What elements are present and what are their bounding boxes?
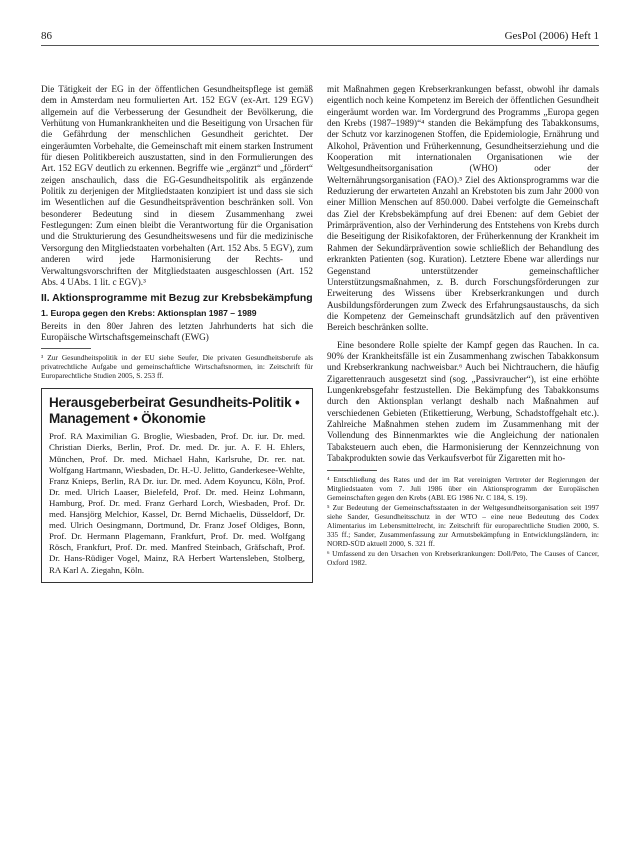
body-paragraph: mit Maßnahmen gegen Krebserkrankungen befasst, obwohl ihr damals eigentlich noch keine Kompetenz im Bereich der öffentlichen Gesundheit eingeräumt worden war. Im Vordergrund des Programms „Europa gegen den Krebs (1987–1989)“⁴ standen die Bekämpfung des Tabakkonsums, der Schutz vor karzinogenen Stoffen, die Epidemiologie, Ernährung und Alkohol, Prävention und Früherkennung, Gesundheitserziehung und die Kooperation mit internationalen Organisationen wie der Weltgesundheitsorganisation (WHO) oder der Welternährungsorganisation (FAO).⁵ Ziel des Aktionsprogramms war die Reduzierung der erwarteten Anzahl an Krebstoten bis zum Jahr 2000 von einer Million Menschen auf 850.000. Dabei verfolgte die Gemeinschaft das Ziel der Krebsbekämpfung auf drei Ebenen: auf dem Gebiet der Primärprävention, also der Verhinderung des Entstehens von Krebs durch die Beseitigung der Risikofaktoren, der Früherkennung der Krankheit im Rahmen der Sekundärprävention sowie schließlich der Behandlung des erkrankten Patienten (sog. Kuration). Letztere Ebene war allerdings nur Gegenstand unterstützender gemeinschaftlicher Unterstützungsmaßnahmen, z. B. durch Forschungsförderungen zur Erweiterung des Wissens über Krebserkrankungen und durch Ausbildungsförderungen zum Zweck des Erfahrungsaustauschs, da sich die Kompetenz der Gemeinschaft grundsätzlich auf den präventiven Bereich beschränken sollte.: [327, 84, 599, 333]
footnote: ⁵ Zur Bedeutung der Gemeinschaftsstaaten in der Weltgesundheitsorganisation seit 1997 siehe Sander, Gesundheitsschutz in der WTO – eine neue Bedeutung des Codex Alimentarius im Lebensmittelrecht, in: Zeitschrift für europarechtliche Studien 2000, S. 335 ff.; Sander, Zusammenfassung zur Armutsbekämpfung in Entwicklungsländern, in: NORD-SÜD aktuell 2000, S. 321 ff.: [327, 503, 599, 549]
editorial-board-box: [41, 388, 313, 582]
section-heading: II. Aktionsprogramme mit Bezug zur Krebsbekämpfung: [41, 293, 313, 305]
body-paragraph: Die Tätigkeit der EG in der öffentlichen Gesundheitspflege ist gemäß dem in Amsterdam neu formulierten Art. 152 EGV (ex-Art. 129 EGV) allgemein auf die Verbesserung der Gesundheit der Bevölkerung, die Verhütung von Humankrankheiten und die Beseitigung von Ursachen für die Gefährdung der menschlichen Gesundheit gerichtet. Der eingeräumten Vorbehalte, die Gemeinschaft mit einem starken Instrument für diesen Politikbereich auszustatten, sind in den Formulierungen des Art. 152 EGV deutlich zu erkennen. Begriffe wie „ergänzt“ und „fördert“ zeigen anschaulich, dass die EG-Gesundheitspolitik als ergänzende Politik zu derjenigen der Mitgliedstaaten konzipiert ist und dass sie sich im Wesentlichen auf die Gesundheitsprävention beschränken soll. Von besonderer Bedeutung sind in diesem Zusammenhang zwei Festlegungen: Zum einen bleibt die Verantwortung für die Organisation und die Strukturierung des Gesundheitswesens und für die medizinische Versorgung den Mitgliedstaaten vorbehalten (Art. 152 Abs. 5 EGV), zum anderen wird jede Harmonisierung der Rechts- und Verwaltungsvorschriften der Mitgliedstaaten ausgeschlossen (Art. 152 Abs. 4 UAbs. 1 lit. c EGV).³: [41, 84, 313, 287]
right-column: [327, 84, 599, 568]
footnote: ⁴ Entschließung des Rates und der im Rat vereinigten Vertreter der Regierungen der Mitgliedstaaten vom 7. Juli 1986 über ein Aktionsprogramm der Europäischen Gemeinschaften gegen den Krebs (ABl. EG 1986 Nr. C 184, S. 19).: [327, 475, 599, 503]
editorial-board-members: Prof. RA Maximilian G. Broglie, Wiesbaden, Prof. Dr. iur. Dr. med. Christian Dierks, Berlin, Prof. Dr. med. Dr. jur. A. F. H. Ehlers, München, Prof. Dr. med. Michael Hahn, Karlsruhe, Dr. rer. nat. Wolfgang Hartmann, Wiesbaden, Dr. H.-U. Jelitto, Ganderkesee-Wehlte, Franz Knieps, Berlin, RA Dr. iur. Dr. med. Adem Koyuncu, Köln, Prof. Dr. med. Ulrich Laaser, Bielefeld, Prof. Dr. med. Heinz Lohmann, Hamburg, Prof. Dr. med. Franz Gerhard Lorch, Wiesbaden, Prof. Dr. med. Hansjörg Melchior, Kassel, Dr. Bernd Michaelis, Düsseldorf, Dr. med. Ulrich Oesingmann, Dortmund, Dr. Franz Josef Oldiges, Bonn, Prof. Dr. Hermann Plagemann, Frankfurt, Prof. Dr. med. Wolfgang Rösch, Frankfurt, Prof. Dr. med. Manfred Steinbach, Gräfschaft, Prof. Dr. Hans-Rüdiger Vogel, Mainz, RA Herbert Wartensleben, Stolberg, RA Karl A. Ziegahn, Köln.: [49, 431, 305, 575]
header-rule: [41, 45, 599, 46]
footnote-rule: [41, 348, 91, 349]
subsection-heading: 1. Europa gegen den Krebs: Aktionsplan 1987 – 1989: [41, 308, 257, 319]
editorial-board-title: Herausgeberbeirat Gesundheits-Politik • Management • Ökonomie: [49, 395, 300, 427]
footnote: ⁶ Umfassend zu den Ursachen von Krebserkrankungen: Doll/Peto, The Causes of Cancer, Oxford 1982.: [327, 549, 599, 568]
left-column: [41, 84, 313, 583]
body-paragraph: Eine besondere Rolle spielte der Kampf gegen das Rauchen. In ca. 90% der Krankheitsfälle ist ein Zusammenhang zwischen Tabakkonsum und Krebserkrankung nachweisbar.⁶ Auch bei Nichtrauchern, die häufig Zigarettenrauch ausgesetzt sind (sog. „Passivraucher“), ist eine erhöhte Lungenkrebsgefahr festzustellen. Die Bekämpfung des Tabakkonsums durch den Aktionsplan verlangt deshalb nach Maßnahmen auf verschiedenen Gebieten (Etikettierung, Werbung, Schadstoffgehalt etc.). Zahlreiche Maßnahmen stehen zudem im Zusammenhang mit der Vollendung des Binnenmarktes wie die Angleichung der nationalen Tabaksteuern auch eben, die Harmonisierung der Kennzeichnung von Tabakprodukten sowie das Verkaufsverbot für Zigaretten mit ho-: [327, 339, 599, 463]
footnote: ³ Zur Gesundheitspolitik in der EU siehe Seufer, Die privaten Gesundheitsberufe als privatrechtliche Aufgabe und gemeinschaftliche Wirtschaftsnormen, in: Zeitschrift für Europarechtliche Studien 2005, S. 253 ff.: [41, 353, 313, 381]
journal-title: GesPol (2006) Heft 1: [504, 30, 599, 42]
body-paragraph: Bereits in den 80er Jahren des letzten Jahrhunderts hat sich die Europäische Wirtschaftsgemeinschaft (EWG): [41, 320, 313, 343]
footnote-rule: [327, 470, 377, 471]
page-number: 86: [41, 30, 52, 42]
